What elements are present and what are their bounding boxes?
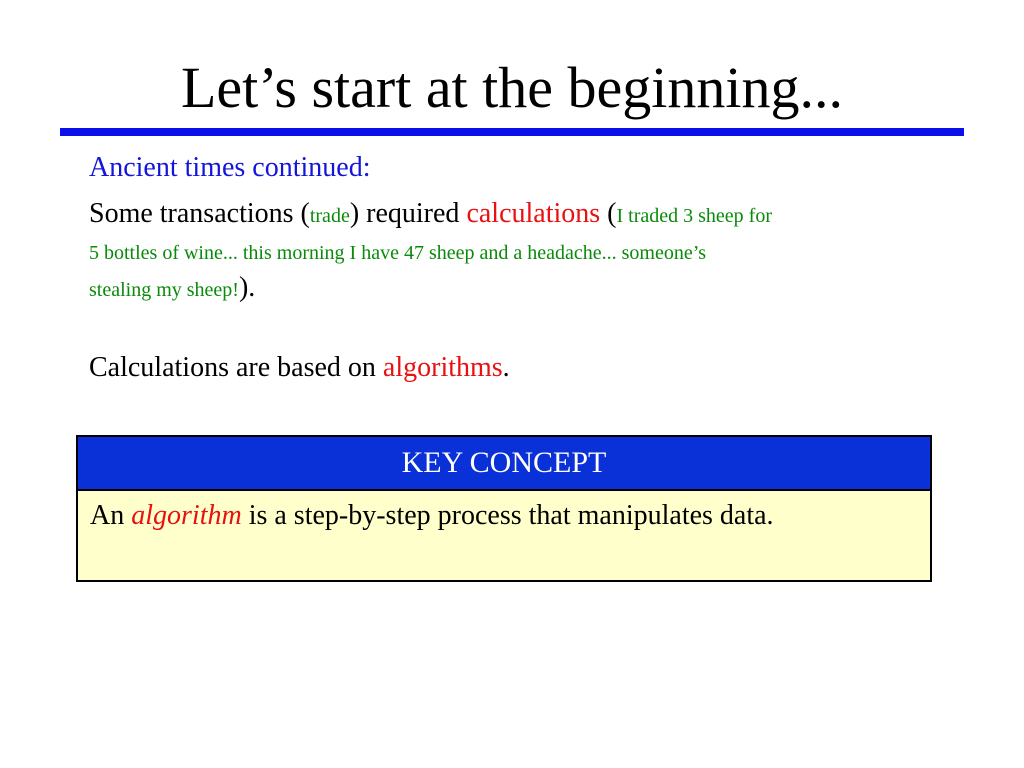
example-text-line-2: 5 bottles of wine... this morning I have 47 sheep and a headache... someone’s [89,242,707,264]
algorithms-paragraph [89,350,510,386]
slide-subtitle: Ancient times continued: [89,152,371,183]
paragraph-text: ) required [349,198,467,229]
example-text-line-3: stealing my sheep! [89,279,239,301]
trade-term: trade [309,205,350,227]
paragraph-text: ( [600,198,617,229]
title-divider [60,128,964,136]
paragraph-text: Calculations are based on [89,352,383,383]
key-concept-text: is a step-by-step process that manipulates data. [241,500,774,531]
paragraph-text: Some transactions ( [89,198,310,229]
algorithms-term: algorithms [382,352,503,383]
paragraph-text: . [502,352,510,383]
key-concept-header: KEY CONCEPT [78,437,930,491]
paragraph-text: ). [238,272,256,303]
transactions-paragraph [89,196,939,308]
slide-title: Let’s start at the beginning... [180,55,843,120]
key-concept-body [78,491,930,541]
key-concept-text: An [90,500,132,531]
calculations-term: calculations [466,198,601,229]
example-text-line-1: I traded 3 sheep for [616,205,772,227]
key-concept-box [76,435,932,582]
algorithm-term: algorithm [131,500,242,531]
